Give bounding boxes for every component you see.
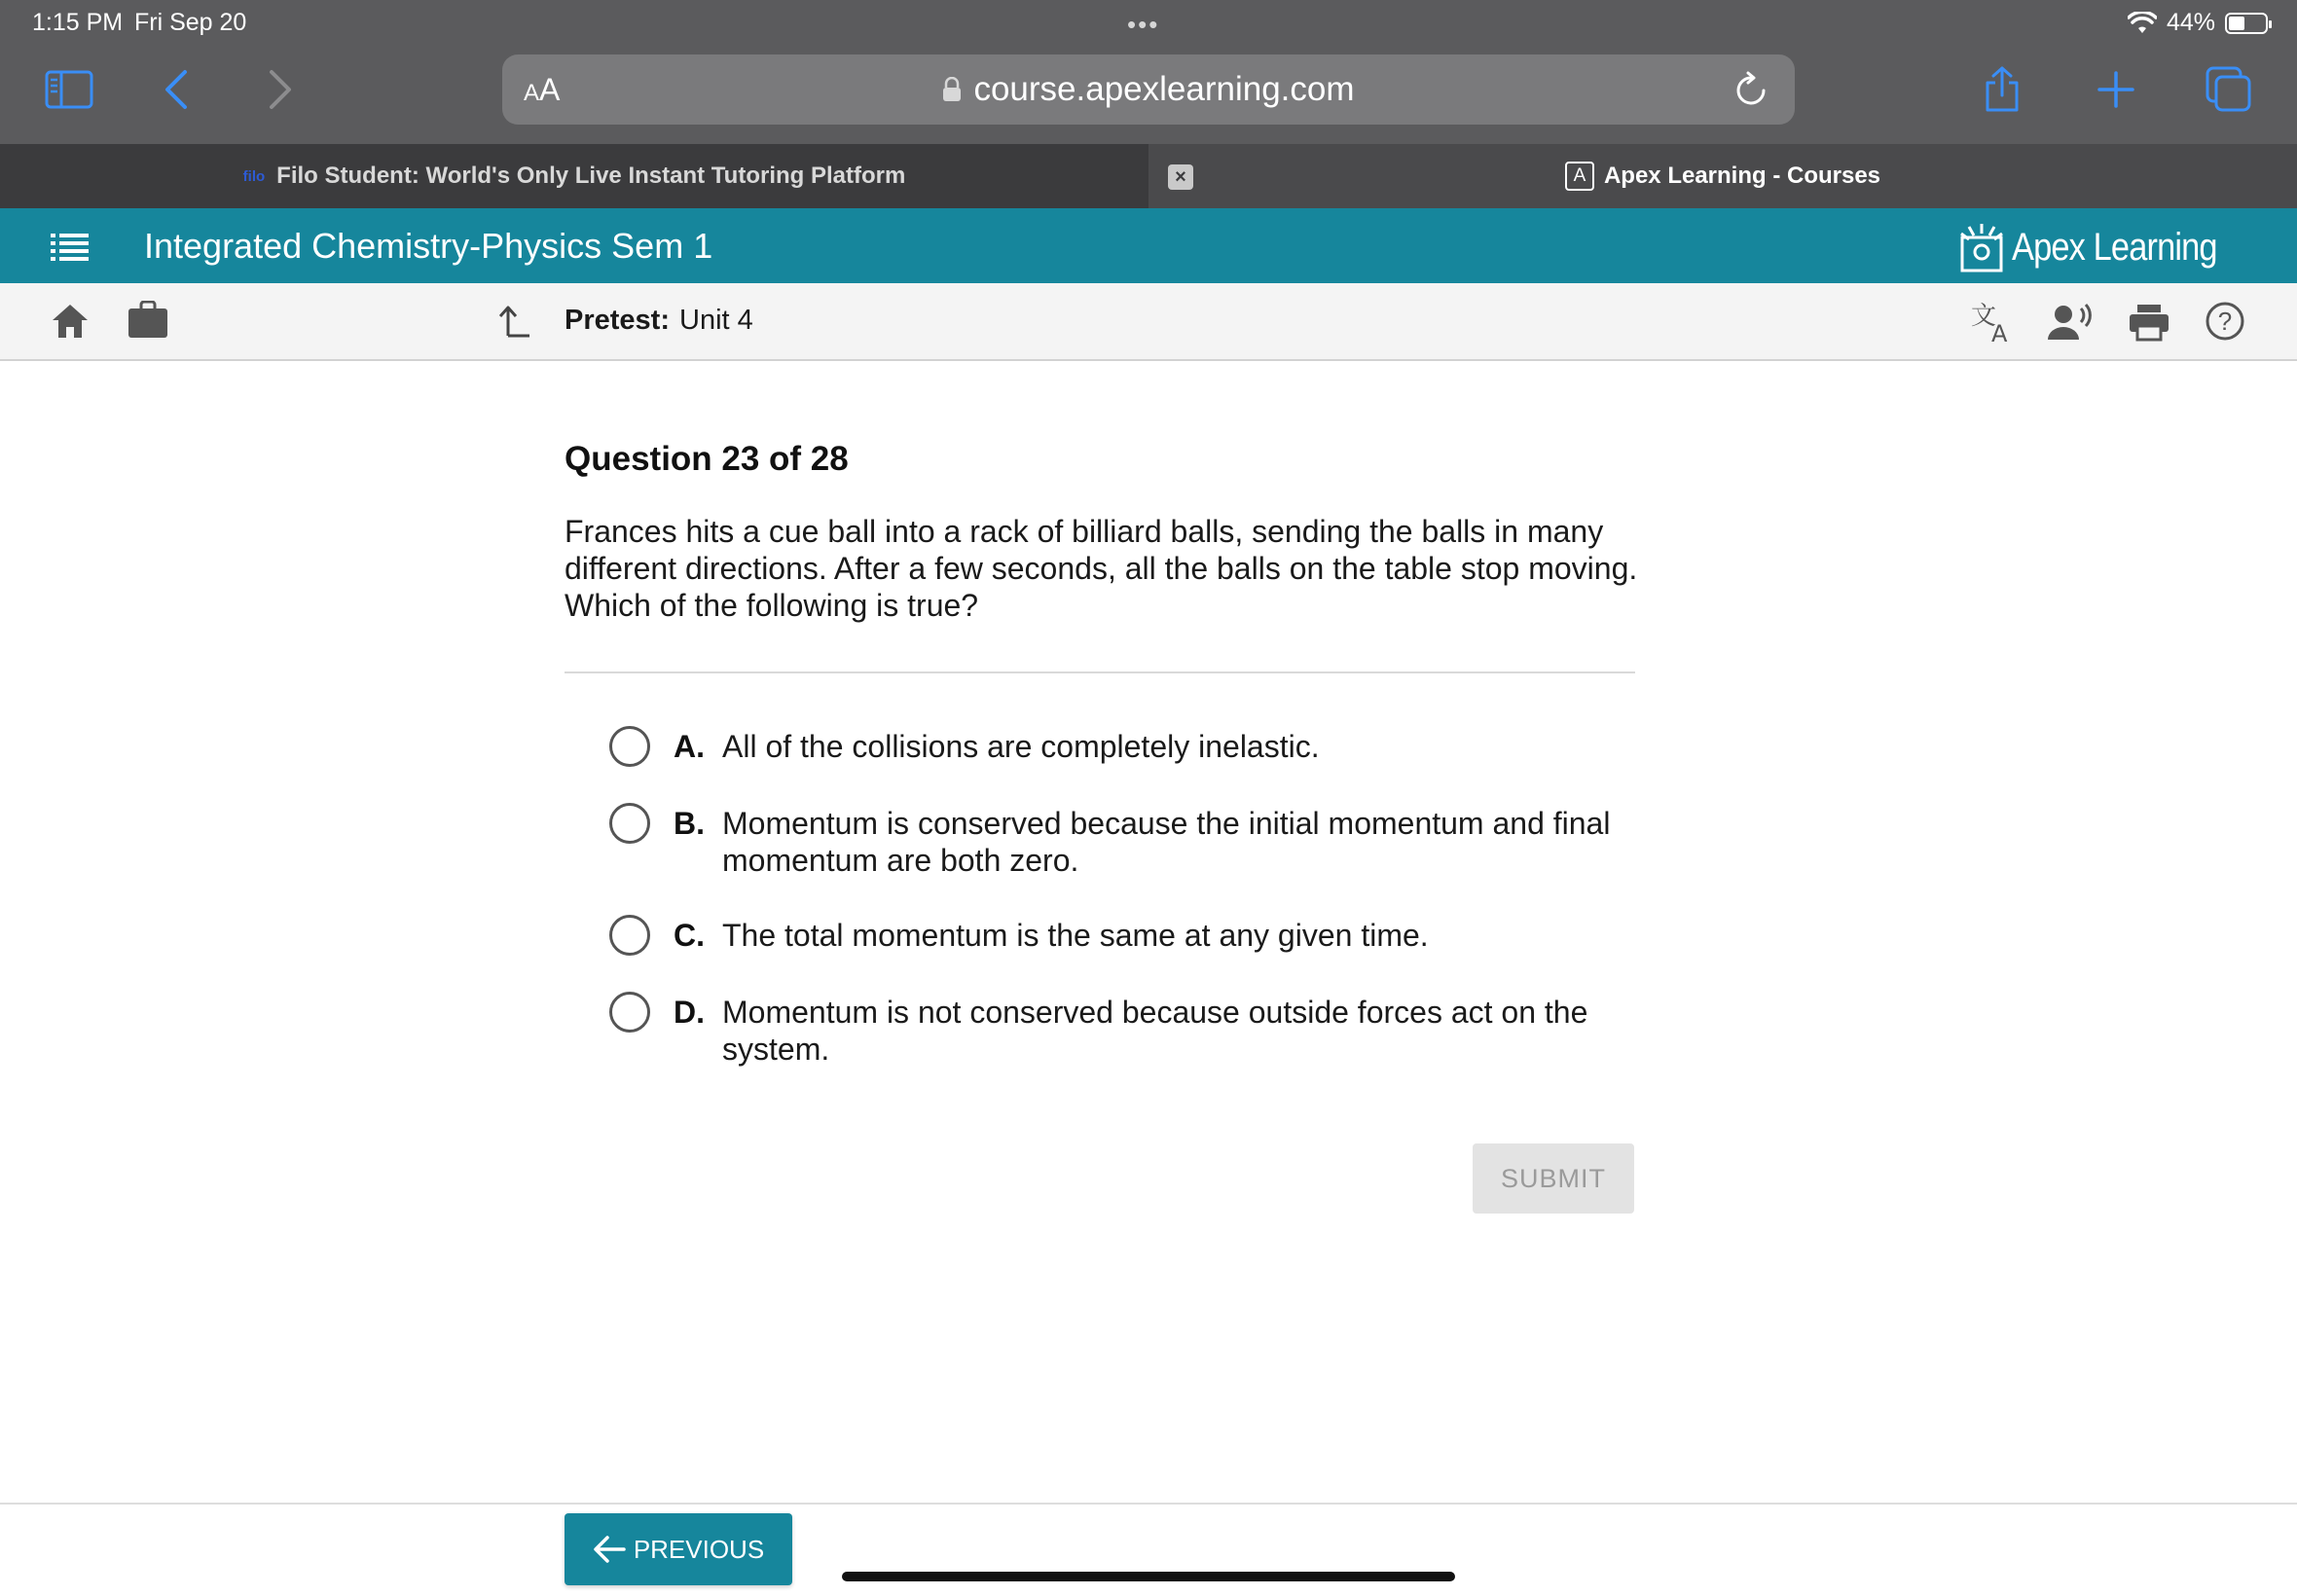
- breadcrumb-unit: Unit 4: [679, 305, 753, 336]
- option-letter: B.: [674, 806, 705, 841]
- option-text: The total momentum is the same at any given time.: [722, 918, 1429, 953]
- status-indicators: [2128, 9, 2268, 37]
- option-text: Momentum is conserved because the initial momentum and final momentum are both zero.: [722, 806, 1611, 878]
- previous-button[interactable]: [565, 1513, 792, 1585]
- battery-level: [2229, 17, 2244, 30]
- url-text: course.apexlearning.com: [973, 70, 1355, 108]
- reload-icon[interactable]: [1734, 71, 1769, 113]
- course-header: [0, 208, 2297, 283]
- multitasking-dots[interactable]: •••: [1127, 10, 1160, 39]
- forward-chevron-icon[interactable]: [268, 60, 293, 119]
- home-indicator[interactable]: [842, 1572, 1455, 1581]
- radio-button[interactable]: [609, 992, 650, 1033]
- briefcase-icon[interactable]: [127, 301, 169, 340]
- option-letter: D.: [674, 995, 705, 1030]
- svg-text:A: A: [1991, 320, 2008, 344]
- radio-button[interactable]: [609, 726, 650, 767]
- plus-icon[interactable]: [2096, 60, 2135, 119]
- text-size-button[interactable]: AA: [524, 72, 561, 107]
- svg-text:?: ?: [2217, 307, 2233, 336]
- apex-learning-logo: [1959, 222, 2250, 272]
- read-aloud-icon[interactable]: [2048, 303, 2093, 342]
- status-date: Fri Sep 20: [134, 9, 247, 36]
- radio-button[interactable]: [609, 915, 650, 956]
- option-text: Momentum is not conserved because outside forces act on the system.: [722, 995, 1588, 1067]
- arrow-left-icon: [593, 1535, 626, 1564]
- close-tab-icon[interactable]: ×: [1168, 164, 1193, 190]
- divider: [565, 671, 1635, 673]
- status-time: 1:15 PM: [32, 9, 124, 36]
- previous-label: PREVIOUS: [633, 1534, 765, 1564]
- breadcrumb: [565, 305, 753, 337]
- list-menu-icon[interactable]: [51, 232, 90, 266]
- tab-bar: [0, 144, 2297, 208]
- bottom-divider: [0, 1503, 2297, 1505]
- tab-apex[interactable]: [1148, 144, 2297, 208]
- answer-option-d[interactable]: [609, 994, 1637, 1068]
- browser-chrome: [0, 0, 2297, 144]
- translate-icon[interactable]: [1970, 301, 2015, 344]
- up-arrow-icon[interactable]: [498, 305, 531, 338]
- tab-filo[interactable]: [0, 144, 1148, 208]
- answer-option-b[interactable]: [609, 805, 1637, 879]
- wifi-icon: [2128, 12, 2157, 35]
- sidebar-icon[interactable]: [45, 60, 93, 119]
- svg-text:文: 文: [1971, 302, 1997, 331]
- course-title: Integrated Chemistry-Physics Sem 1: [144, 226, 713, 266]
- back-chevron-icon[interactable]: [164, 60, 189, 119]
- breadcrumb-type: Pretest:: [565, 305, 670, 336]
- apex-favicon: A: [1565, 162, 1594, 191]
- radio-button[interactable]: [609, 803, 650, 844]
- help-icon[interactable]: [2205, 301, 2245, 342]
- battery-icon: [2225, 13, 2268, 34]
- question-heading: Question 23 of 28: [565, 440, 849, 478]
- answer-option-c[interactable]: [609, 917, 1637, 956]
- submit-button[interactable]: SUBMIT: [1473, 1143, 1634, 1214]
- question-prompt: Frances hits a cue ball into a rack of billiard balls, sending the balls in many different directions. After a few seconds, all the balls on the table stop moving. Which of the following is true?: [565, 514, 1638, 623]
- home-icon[interactable]: [51, 303, 90, 340]
- address-bar[interactable]: [502, 54, 1795, 125]
- filo-favicon: filo: [242, 167, 266, 185]
- tab-apex-label: Apex Learning - Courses: [1603, 163, 1881, 189]
- option-letter: C.: [674, 918, 705, 953]
- brand-name: Apex Learning: [2012, 225, 2217, 269]
- option-text: All of the collisions are completely inelastic.: [722, 729, 1320, 764]
- apex-logo-icon: [1959, 222, 2004, 272]
- lock-icon: [942, 77, 962, 102]
- share-icon[interactable]: [1982, 60, 2023, 119]
- activity-toolbar: [0, 283, 2297, 361]
- url-display[interactable]: [502, 70, 1795, 109]
- printer-icon[interactable]: [2128, 303, 2170, 342]
- answer-option-a[interactable]: [609, 728, 1637, 767]
- option-letter: A.: [674, 729, 705, 764]
- battery-percent: 44%: [2166, 9, 2215, 36]
- tabs-overview-icon[interactable]: [2206, 60, 2252, 119]
- tab-filo-label: Filo Student: World's Only Live Instant Tutoring Platform: [276, 163, 906, 189]
